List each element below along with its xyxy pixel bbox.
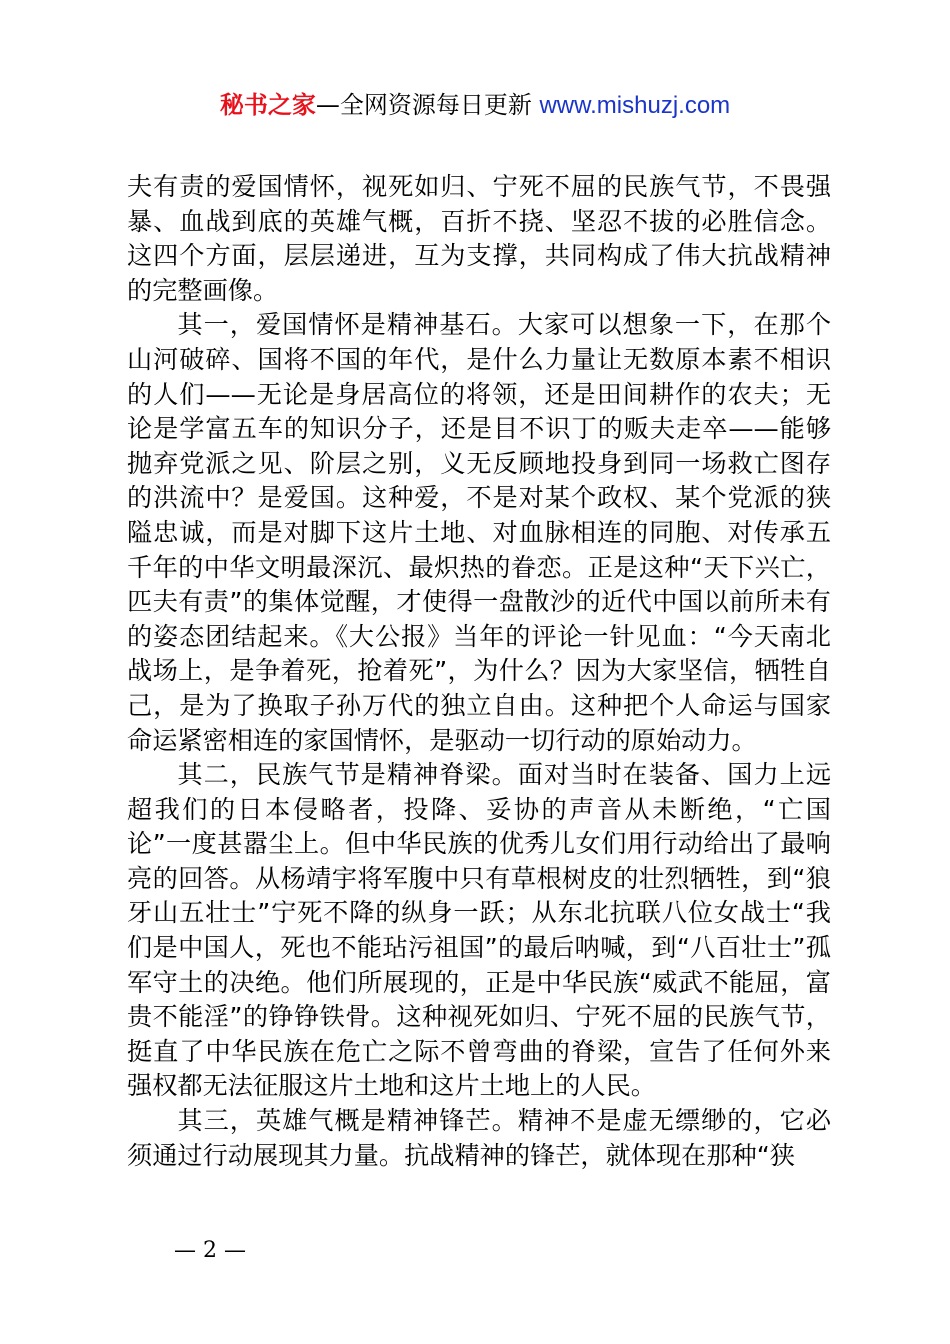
paragraph-continuation: 夫有责的爱国情怀，视死如归、宁死不屈的民族气节，不畏强暴、血战到底的英雄气概，百折不挠、坚忍不拔的必胜信念。这四个方面，层层递进，互为支撑，共同构成了伟大抗战精神的完整画像。 [127, 172, 831, 305]
page-number: — 2 — [174, 1238, 246, 1263]
paragraph-heroism: 其三，英雄气概是精神锋芒。精神不是虚无缥缈的，它必须通过行动展现其力量。抗战精神的锋芒，就体现在那种“狭 [127, 1106, 831, 1170]
site-tagline: —全网资源每日更新 [315, 91, 540, 119]
site-header [0, 88, 950, 123]
site-brand: 秘书之家 [219, 91, 316, 119]
paragraph-patriotism: 其一，爱国情怀是精神基石。大家可以想象一下，在那个山河破碎、国将不国的年代，是什么力量让无数原本素不相识的人们——无论是身居高位的将领，还是田间耕作的农夫；无论是学富五车的知识分子，还是目不识丁的贩夫走卒——能够抛弃党派之见、阶层之别，义无反顾地投身到同一场救亡图存的洪流中？是爱国。这种爱，不是对某个政权、某个党派的狭隘忠诚，而是对脚下这片土地、对血脉相连的同胞、对传承五千年的中华文明最深沉、最炽热的眷恋。正是这种“天下兴亡，匹夫有责”的集体觉醒，才使得一盘散沙的近代中国以前所未有的姿态团结起来。《大公报》当年的评论一针见血：“今天南北战场上，是争着死，抢着死”，为什么？因为大家坚信，牺牲自己，是为了换取子孙万代的独立自由。这种把个人命运与国家命运紧密相连的家国情怀，是驱动一切行动的原始动力。 [127, 310, 831, 755]
site-url-link[interactable]: www.mishuzj.com [539, 92, 731, 119]
document-body [127, 170, 831, 1173]
paragraph-national-integrity: 其二，民族气节是精神脊梁。面对当时在装备、国力上远超我们的日本侵略者，投降、妥协的声音从未断绝，“亡国论”一度甚嚣尘上。但中华民族的优秀儿女们用行动给出了最响亮的回答。从杨靖宇将军腹中只有草根树皮的壮烈牺牲，到“狼牙山五壮士”宁死不降的纵身一跃；从东北抗联八位女战士“我们是中国人，死也不能玷污祖国”的最后呐喊，到“八百壮士”孤军守土的决绝。他们所展现的，正是中华民族“威武不能屈，富贵不能淫”的铮铮铁骨。这种视死如归、宁死不屈的民族气节，挺直了中华民族在危亡之际不曾弯曲的脊梁，宣告了任何外来强权都无法征服这片土地和这片土地上的人民。 [127, 760, 831, 1101]
